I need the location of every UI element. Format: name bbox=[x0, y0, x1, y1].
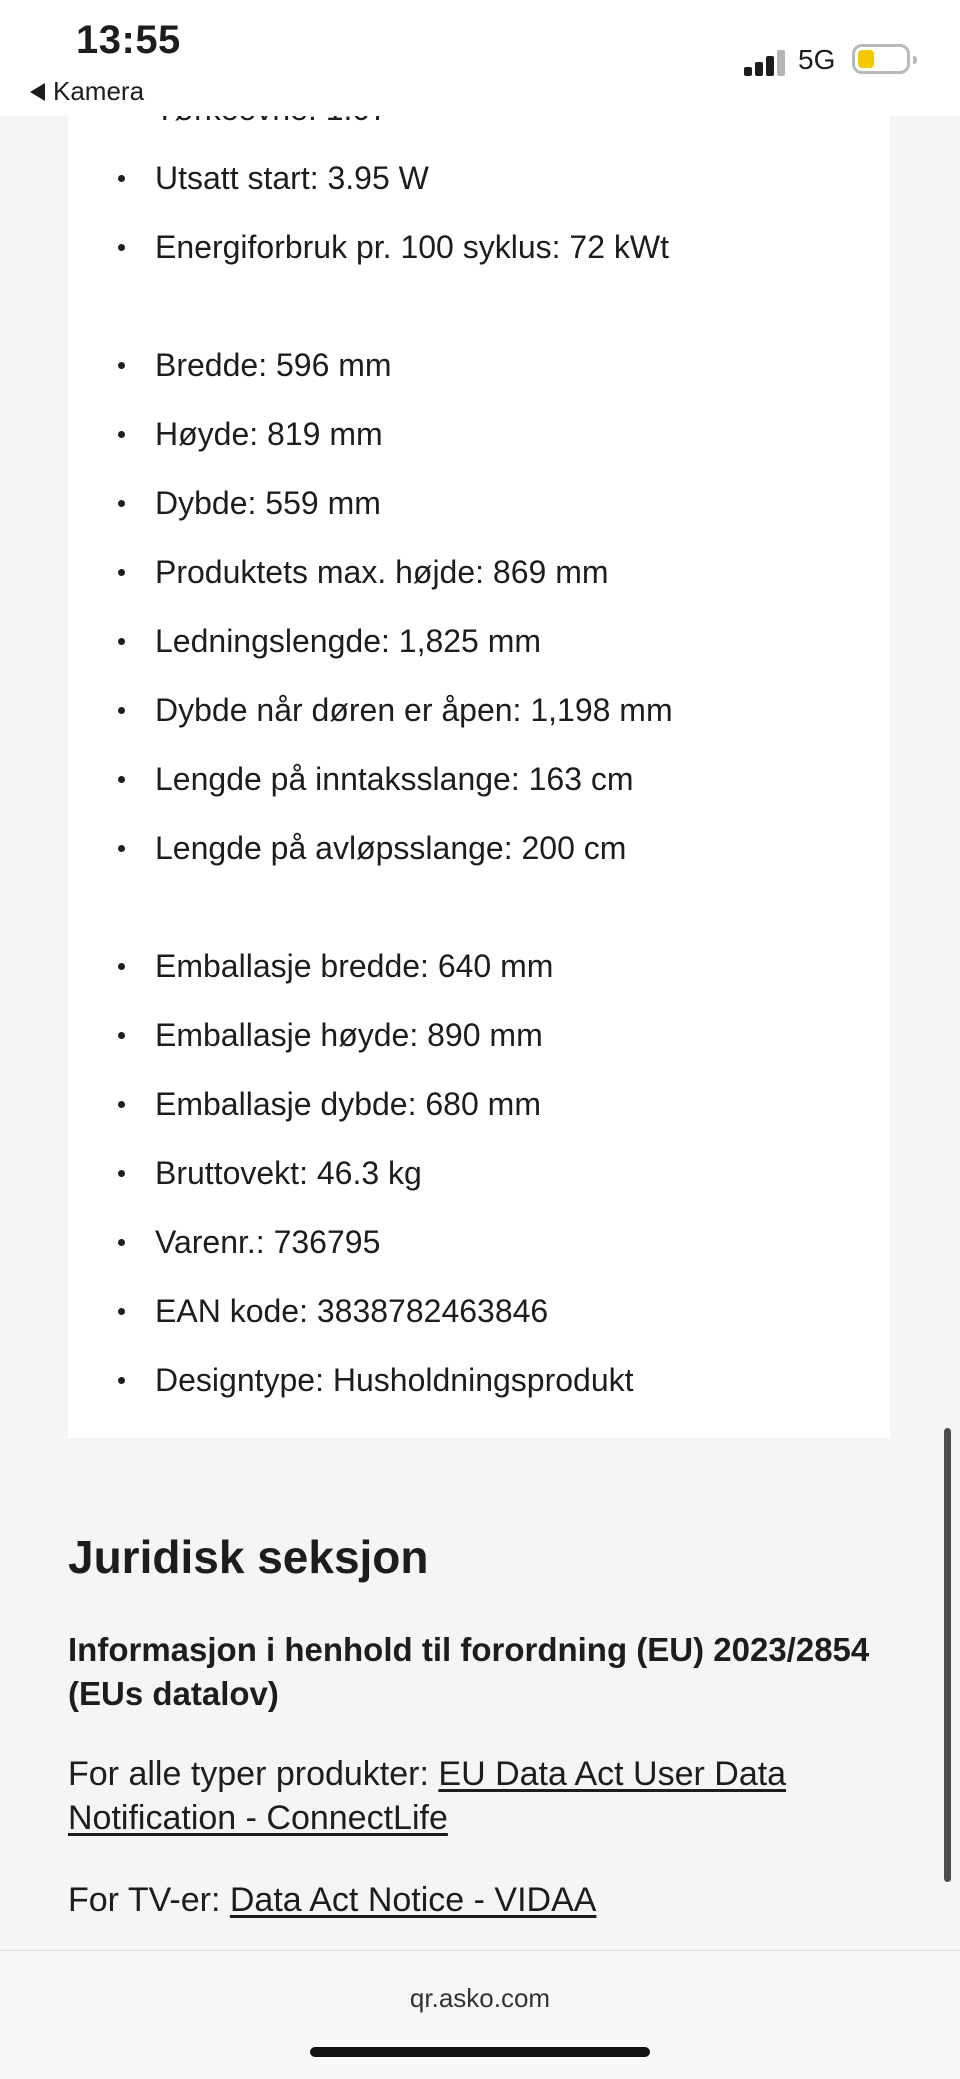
spec-item bbox=[68, 823, 890, 873]
spec-item-text: Emballasje bredde: 640 mm bbox=[155, 948, 554, 984]
spec-item bbox=[68, 340, 890, 390]
eu-regulation-subheading: Informasjon i henhold til forordning (EU) 2023/2854 (EUs datalov) bbox=[68, 1631, 870, 1712]
spec-item bbox=[68, 941, 890, 991]
vidaa-data-notice-link[interactable]: Data Act Notice - VIDAA bbox=[229, 1881, 597, 1919]
legal-section-heading: Juridisk seksjon bbox=[68, 1531, 429, 1583]
clock: 13:55 bbox=[76, 18, 181, 62]
bullet-icon bbox=[118, 175, 125, 182]
all-products-paragraph bbox=[68, 1752, 908, 1840]
spec-item bbox=[68, 153, 890, 203]
spec-item-text: Produktets max. højde: 869 mm bbox=[155, 554, 609, 590]
spec-item-text: Dybde: 559 mm bbox=[155, 485, 381, 521]
bullet-icon bbox=[118, 1377, 125, 1384]
spec-item-text: Emballasje dybde: 680 mm bbox=[155, 1086, 541, 1122]
status-bar bbox=[0, 0, 960, 116]
bullet-icon bbox=[118, 500, 125, 507]
spec-item bbox=[68, 685, 890, 735]
url-bar[interactable]: qr.asko.com bbox=[409, 1983, 551, 2013]
bullet-icon bbox=[118, 1170, 125, 1177]
cellular-signal-icon bbox=[744, 48, 788, 76]
spec-item-text: Ledningslengde: 1,825 mm bbox=[155, 623, 542, 659]
spec-card bbox=[68, 116, 890, 1438]
spec-item bbox=[68, 409, 890, 459]
battery-icon bbox=[852, 44, 910, 74]
tv-prefix: For TV-er: bbox=[68, 1881, 230, 1919]
bullet-icon bbox=[118, 707, 125, 714]
bullet-icon bbox=[118, 963, 125, 970]
bullet-icon bbox=[118, 845, 125, 852]
spec-item bbox=[68, 222, 890, 272]
spec-item-text: Utsatt start: 3.95 W bbox=[155, 160, 429, 196]
spec-item bbox=[68, 1355, 890, 1405]
bullet-icon bbox=[118, 776, 125, 783]
spec-item bbox=[68, 478, 890, 528]
spec-item bbox=[68, 616, 890, 666]
tv-paragraph bbox=[68, 1878, 908, 1922]
battery-level bbox=[858, 50, 874, 68]
back-arrow-icon bbox=[30, 83, 45, 101]
bullet-icon bbox=[118, 1101, 125, 1108]
spec-item bbox=[68, 1286, 890, 1336]
spec-item bbox=[68, 547, 890, 597]
back-to-app-label: Kamera bbox=[53, 76, 145, 106]
spec-item bbox=[68, 1010, 890, 1060]
spec-item-text: EAN kode: 3838782463846 bbox=[155, 1293, 549, 1329]
spec-item-text: Emballasje høyde: 890 mm bbox=[155, 1017, 543, 1053]
bullet-icon bbox=[118, 569, 125, 576]
spec-item bbox=[68, 1079, 890, 1129]
spec-item-text: Varenr.: 736795 bbox=[155, 1224, 381, 1260]
scrollbar[interactable] bbox=[944, 1428, 951, 1882]
bullet-icon bbox=[118, 1032, 125, 1039]
connectlife-data-notice-link[interactable]: EU Data Act User Data Notification - ConnectLife bbox=[68, 1755, 787, 1837]
bullet-icon bbox=[118, 431, 125, 438]
spec-item bbox=[68, 754, 890, 804]
all-products-prefix: For alle typer produkter: bbox=[68, 1755, 439, 1793]
spec-item-text: Lengde på inntaksslange: 163 cm bbox=[155, 761, 634, 797]
bullet-icon bbox=[118, 1239, 125, 1246]
bullet-icon bbox=[118, 1308, 125, 1315]
battery-nub bbox=[913, 56, 917, 64]
bullet-icon bbox=[118, 244, 125, 251]
spec-item-text: Bredde: 596 mm bbox=[155, 347, 392, 383]
bullet-icon bbox=[118, 638, 125, 645]
spec-item bbox=[68, 1217, 890, 1267]
home-indicator[interactable] bbox=[310, 2047, 650, 2057]
bullet-icon bbox=[118, 362, 125, 369]
spec-item-text: Designtype: Husholdningsprodukt bbox=[155, 1362, 634, 1398]
network-type: 5G bbox=[798, 44, 836, 75]
spec-item bbox=[68, 1148, 890, 1198]
spec-item-text: Lengde på avløpsslange: 200 cm bbox=[155, 830, 627, 866]
spec-item-text: Bruttovekt: 46.3 kg bbox=[155, 1155, 422, 1191]
spec-item-text: Energiforbruk pr. 100 syklus: 72 kWt bbox=[155, 229, 669, 265]
browser-bottom-bar bbox=[0, 1950, 960, 2079]
spec-item-text: Dybde når døren er åpen: 1,198 mm bbox=[155, 692, 673, 728]
back-to-app-button[interactable] bbox=[30, 76, 144, 107]
spec-item-text: Høyde: 819 mm bbox=[155, 416, 383, 452]
